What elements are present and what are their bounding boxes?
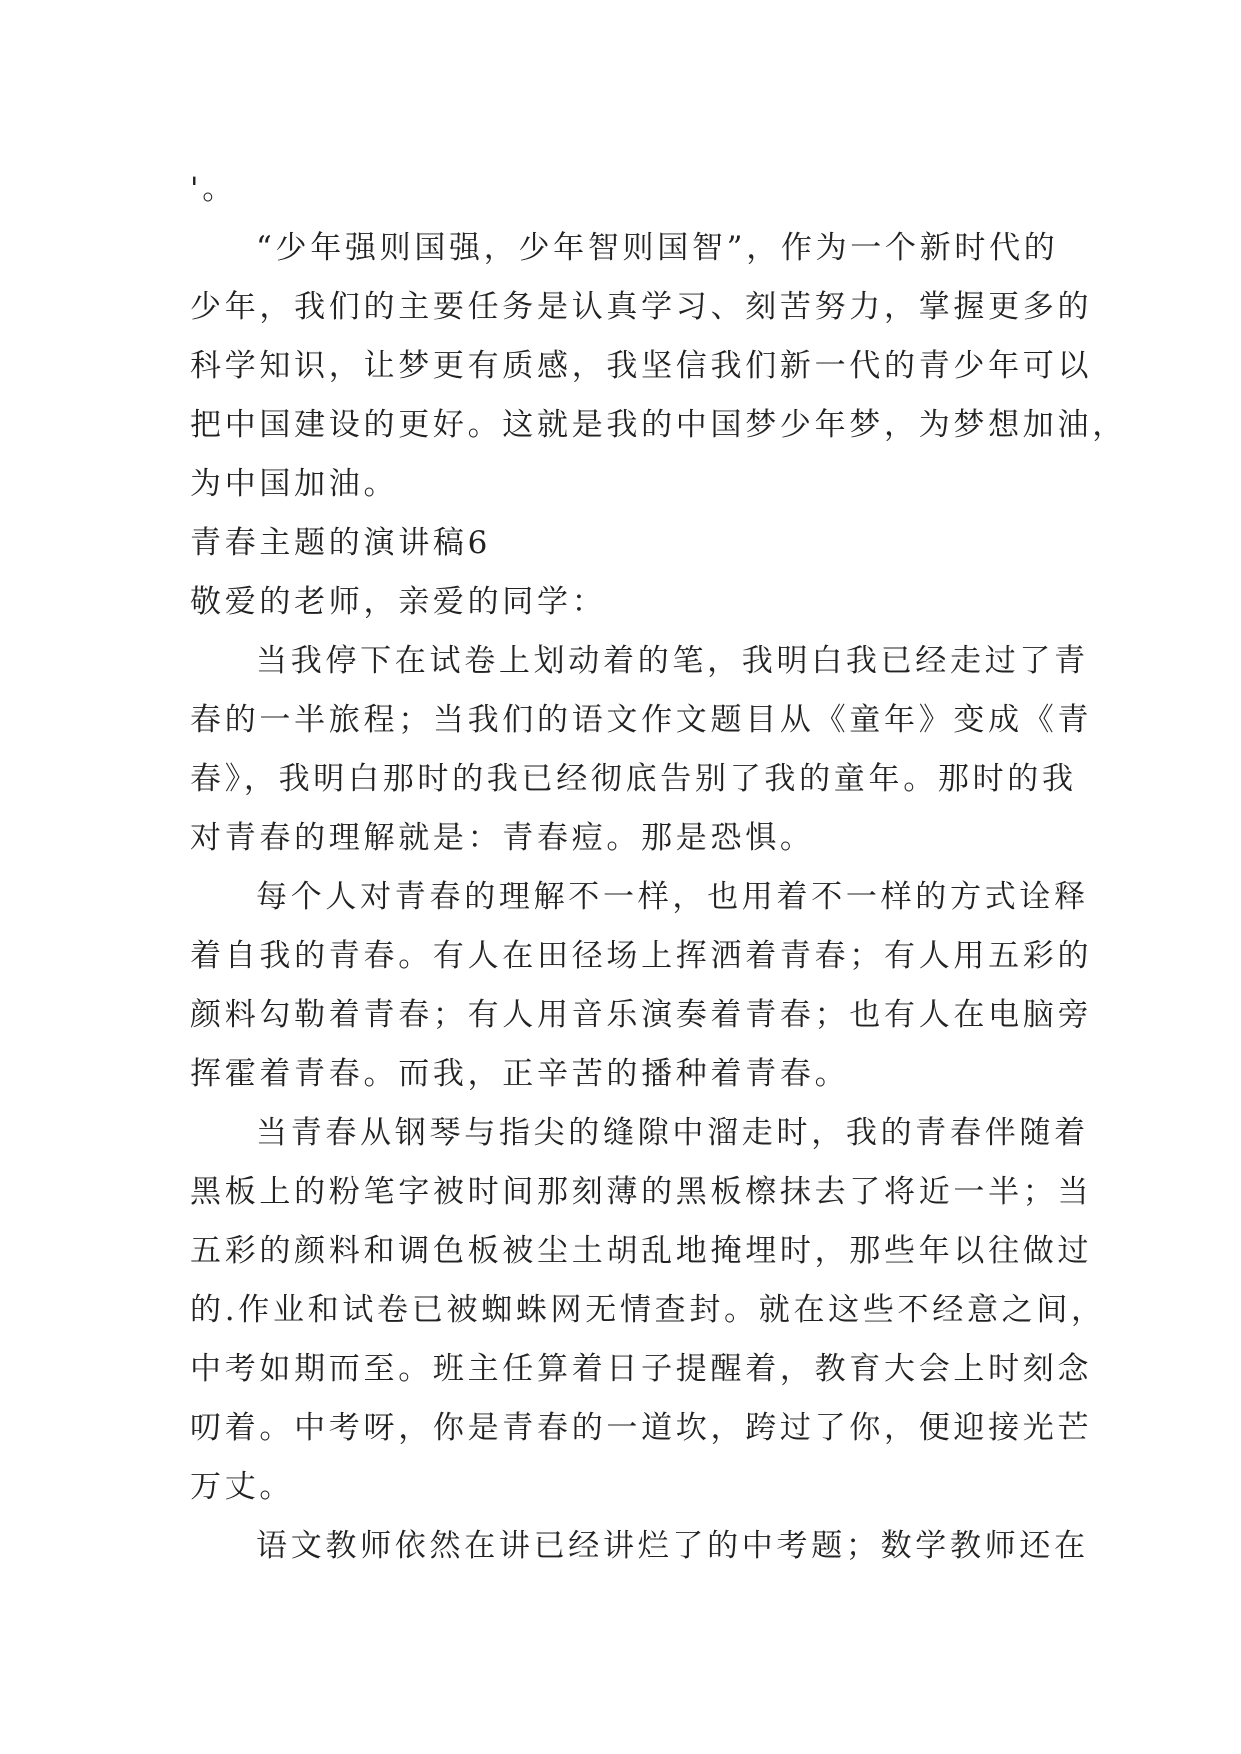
text-line: 的.作业和试卷已被蜘蛛网无情查封。就在这些不经意之间， xyxy=(190,1292,1106,1328)
text-line: 把中国建设的更好。这就是我的中国梦少年梦，为梦想加油， xyxy=(190,407,1127,443)
text-line: 挥霍着青春。而我，正辛苦的播种着青春。 xyxy=(190,1056,850,1092)
text-line: 当青春从钢琴与指尖的缝隙中溜走时，我的青春伴随着 xyxy=(256,1115,1089,1151)
text-line: 颜料勾勒着青春；有人用音乐演奏着青春；也有人在电脑旁 xyxy=(190,997,1093,1033)
text-line: 着自我的青春。有人在田径场上挥洒着青春；有人用五彩的 xyxy=(190,938,1093,974)
text-line: 万丈。 xyxy=(190,1469,295,1505)
section-heading: 青春主题的演讲稿6 xyxy=(190,525,492,561)
text-line: 当我停下在试卷上划动着的笔，我明白我已经走过了青 xyxy=(256,643,1089,679)
text-line: 春》，我明白那时的我已经彻底告别了我的童年。那时的我 xyxy=(190,761,1077,797)
text-line: “少年强则国强，少年智则国智”，作为一个新时代的 xyxy=(256,230,1059,266)
text-line: 五彩的颜料和调色板被尘土胡乱地掩埋时，那些年以往做过 xyxy=(190,1233,1093,1269)
text-line: 叨着。中考呀，你是青春的一道坎，跨过了你，便迎接光芒 xyxy=(190,1410,1093,1446)
document-body xyxy=(190,160,1127,1576)
text-line: 语文教师依然在讲已经讲烂了的中考题；数学教师还在 xyxy=(256,1528,1089,1564)
text-line: '。 xyxy=(190,171,237,207)
salutation: 敬爱的老师，亲爱的同学： xyxy=(190,584,607,620)
text-line: 为中国加油。 xyxy=(190,466,399,502)
text-line: 黑板上的粉笔字被时间那刻薄的黑板檫抹去了将近一半；当 xyxy=(190,1174,1093,1210)
text-line: 少年，我们的主要任务是认真学习、刻苦努力，掌握更多的 xyxy=(190,289,1093,325)
text-line: 中考如期而至。班主任算着日子提醒着，教育大会上时刻念 xyxy=(190,1351,1093,1387)
text-line: 春的一半旅程；当我们的语文作文题目从《童年》变成《青 xyxy=(190,702,1093,738)
text-line: 每个人对青春的理解不一样，也用着不一样的方式诠释 xyxy=(256,879,1089,915)
text-line: 对青春的理解就是：青春痘。那是恐惧。 xyxy=(190,820,815,856)
text-line: 科学知识，让梦更有质感，我坚信我们新一代的青少年可以 xyxy=(190,348,1093,384)
